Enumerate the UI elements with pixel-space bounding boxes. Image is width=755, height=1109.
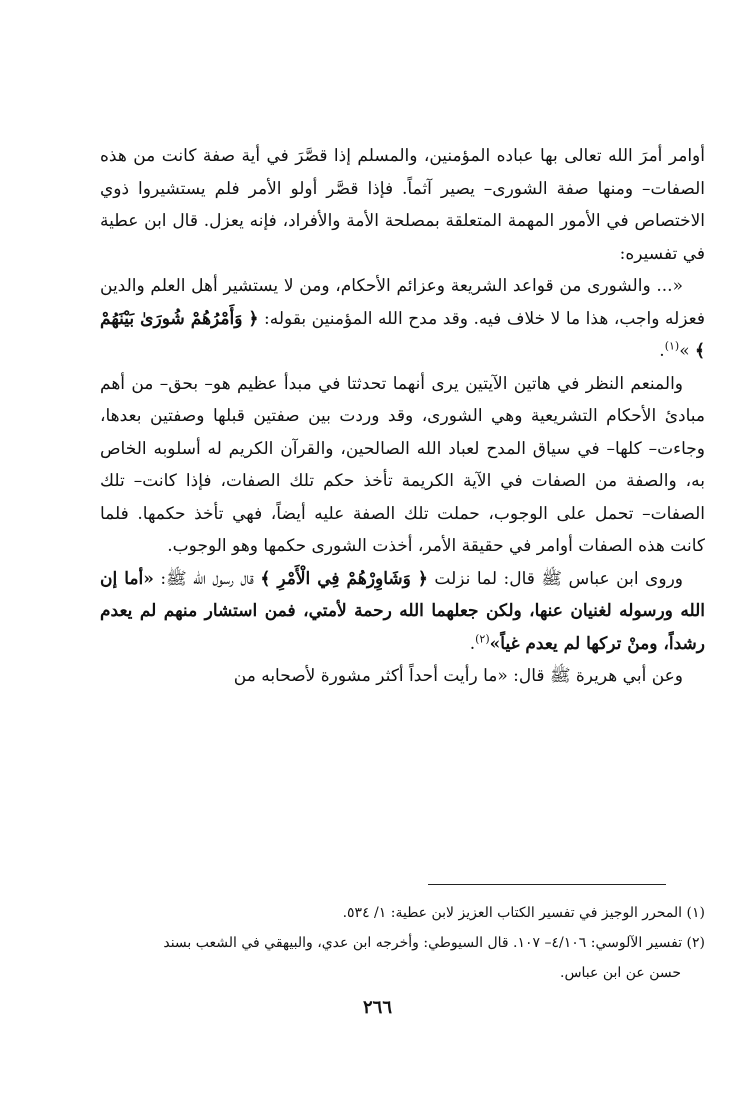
- paragraph-2-end: .: [659, 341, 665, 361]
- paragraph-4-text-b: قال رسول الله ﷺ:: [153, 568, 261, 589]
- quran-verse-1: ﴿ وَأَمْرُهُمْ شُورَىٰ بَيْنَهُمْ ﴾: [100, 308, 705, 361]
- footnote-ref-2: (٢): [475, 631, 490, 645]
- footnote-ref-1: (١): [664, 339, 680, 353]
- quran-verse-2: ﴿ وَشَاوِرْهُمْ فِي الْأَمْرِ ﴾: [260, 568, 428, 589]
- footnote-separator: [428, 884, 666, 885]
- paragraph-4-end: .: [469, 633, 476, 654]
- footnote-2-continuation: حسن عن ابن عباس.: [560, 965, 681, 981]
- paragraph-2-quote: [100, 270, 705, 368]
- footnote-1: (١) المحرر الوجيز في تفسير الكتاب العزيز لابن عطية: ١/ ٥٣٤.: [342, 905, 705, 921]
- paragraph-3-text: والمنعم النظر في هاتين الآيتين يرى أنهما تحدثتا في مبدأ عظيم هو– بحق– من أهم مبادئ الأحكام التشريعية وهي الشورى، وقد وردت بين صفتين قبلها وصفتين بعدها، وجاءت– كلها– في سياق المدح لعباد الله الصالحين، والقرآن الكريم له أسلوبه الخاص به، والصفة من الصفات في الآية الكريمة تأخذ حكم تلك الصفات، فإذا كانت– تلك الصفات– تحمل على الوجوب، حملت تلك الصفة عليه أيضاً، فهي تأخذ حكمها. فلما كانت هذه الصفات أوامر في حقيقة الأمر، أخذت الشورى حكمها وهو الوجوب.: [100, 373, 705, 556]
- paragraph-3: [100, 368, 705, 563]
- paragraph-4: [100, 563, 705, 661]
- paragraph-4-text-a: وروى ابن عباس ﷺ قال: لما نزلت: [427, 568, 683, 589]
- hadith-text: «أما إن الله ورسوله لغنيان عنها، ولكن جعلهما الله رحمة لأمتي، فمن استشار منهم لم يعدم رشداً، ومنْ تركها لم يعدم غياً»: [100, 568, 705, 654]
- quote-close: »: [679, 341, 696, 361]
- paragraph-1: [100, 140, 705, 270]
- paragraph-5-text: وعن أبي هريرة ﷺ قال: «ما رأيت أحداً أكثر مشورة لأصحابه من: [233, 666, 683, 686]
- main-text: [100, 140, 705, 693]
- footnotes: [100, 898, 705, 988]
- paragraph-2-text: «... والشورى من قواعد الشريعة وعزائم الأحكام، ومن لا يستشير أهل العلم والدين فعزله واجب، هذا ما لا خلاف فيه. وقد مدح الله المؤمنين بقوله:: [100, 276, 705, 329]
- paragraph-5: [100, 660, 705, 693]
- page-number: ٢٦٦: [362, 997, 392, 1018]
- footnote-2: (٢) تفسير الآلوسي: ٤/١٠٦– ١٠٧. قال السيوطي: وأخرجه ابن عدي، والبيهقي في الشعب بسند: [163, 935, 705, 951]
- paragraph-1-text: أوامر أمرَ الله تعالى بها عباده المؤمنين، والمسلم إذا قصَّرَ في أية صفة كانت من هذه الصفات– ومنها صفة الشورى– يصير آثماً. فإذا قصَّر أولو الأمر فلم يستشيروا ذوي الاختصاص في الأمور المهمة المتعلقة بمصلحة الأمة والأفراد، فإنه يعزل. قال ابن عطية في تفسيره:: [100, 146, 705, 264]
